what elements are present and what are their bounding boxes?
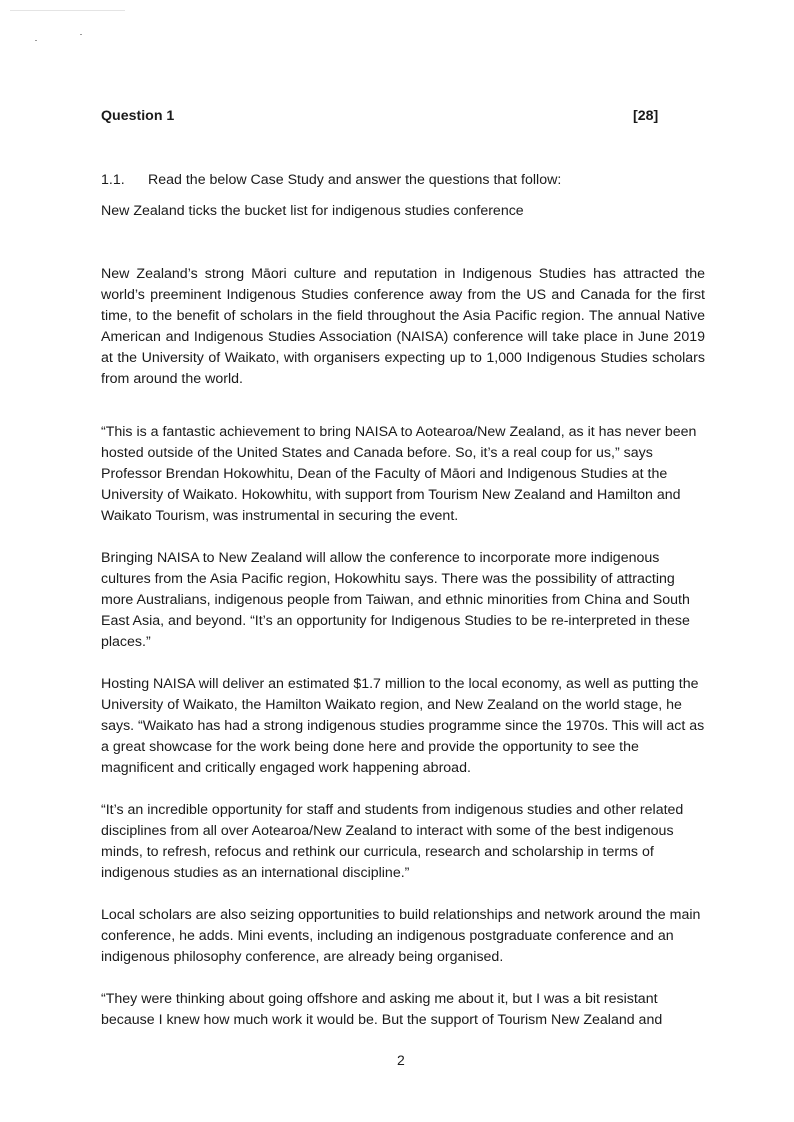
paragraph: Hosting NAISA will deliver an estimated $1.7 million to the local economy, as well as putting the University of Waikato, the Hamilton Waikato region, and New Zealand on the world stage, he says. “Waikato has had a strong indigenous studies programme since the 1970s. This will act as a great showcase for the work being done here and provide the opportunity to see the magnificent and critically engaged work happening abroad.: [101, 676, 705, 776]
question-marks: [28]: [633, 108, 659, 124]
page-number: 2: [397, 1052, 405, 1068]
instruction: [101, 172, 561, 188]
paragraph: “They were thinking about going offshore and asking me about it, but I was a bit resistant because I knew how much work it would be. But the support of Tourism New Zealand and: [101, 991, 663, 1028]
instruction-number: 1.1.: [101, 172, 125, 188]
paragraph: “It’s an incredible opportunity for staff and students from indigenous studies and other related disciplines from all over Aotearoa/New Zealand to interact with some of the best indigenous minds, to refresh, refocus and rethink our curricula, research and scholarship in terms of indigenous studies as an international discipline.”: [101, 802, 684, 881]
paragraph: “This is a fantastic achievement to bring NAISA to Aotearoa/New Zealand, as it has never been hosted outside of the United States and Canada before. So, it’s a real coup for us,” says Professor Brendan Hokowhitu, Dean of the Faculty of Māori and Indigenous Studies at the University of Waikato. Hokowhitu, with support from Tourism New Zealand and Hamilton and Waikato Tourism, was instrumental in securing the event.: [101, 424, 697, 524]
scan-artifact-speck: [35, 40, 37, 41]
paragraph: Bringing NAISA to New Zealand will allow the conference to incorporate more indigenous cultures from the Asia Pacific region, Hokowhitu says. There was the possibility of attracting more Australians, indigenous people from Taiwan, and ethnic minorities from China and South East Asia, and beyond. “It’s an opportunity for Indigenous Studies to be re-interpreted in these places.”: [101, 550, 690, 650]
question-title: Question 1: [101, 108, 175, 124]
case-study-body: [101, 264, 705, 1031]
paragraph: Local scholars are also seizing opportunities to build relationships and network around the main conference, he adds. Mini events, including an indigenous postgraduate conference and an indigenous philosophy conference, are already being organised.: [101, 907, 701, 965]
instruction-text: Read the below Case Study and answer the questions that follow:: [148, 172, 562, 188]
paragraph: New Zealand’s strong Māori culture and reputation in Indigenous Studies has attracted the world’s preeminent Indigenous Studies conference away from the US and Canada for the first time, to the benefit of scholars in the field throughout the Asia Pacific region. The annual Native American and Indigenous Studies Association (NAISA) conference will take place in June 2019 at the University of Waikato, with organisers expecting up to 1,000 Indigenous Studies scholars from around the world.: [101, 266, 705, 387]
case-study-headline: New Zealand ticks the bucket list for indigenous studies conference: [101, 203, 524, 219]
scan-artifact-speck: [80, 34, 82, 35]
scan-artifact-line: [10, 10, 125, 11]
